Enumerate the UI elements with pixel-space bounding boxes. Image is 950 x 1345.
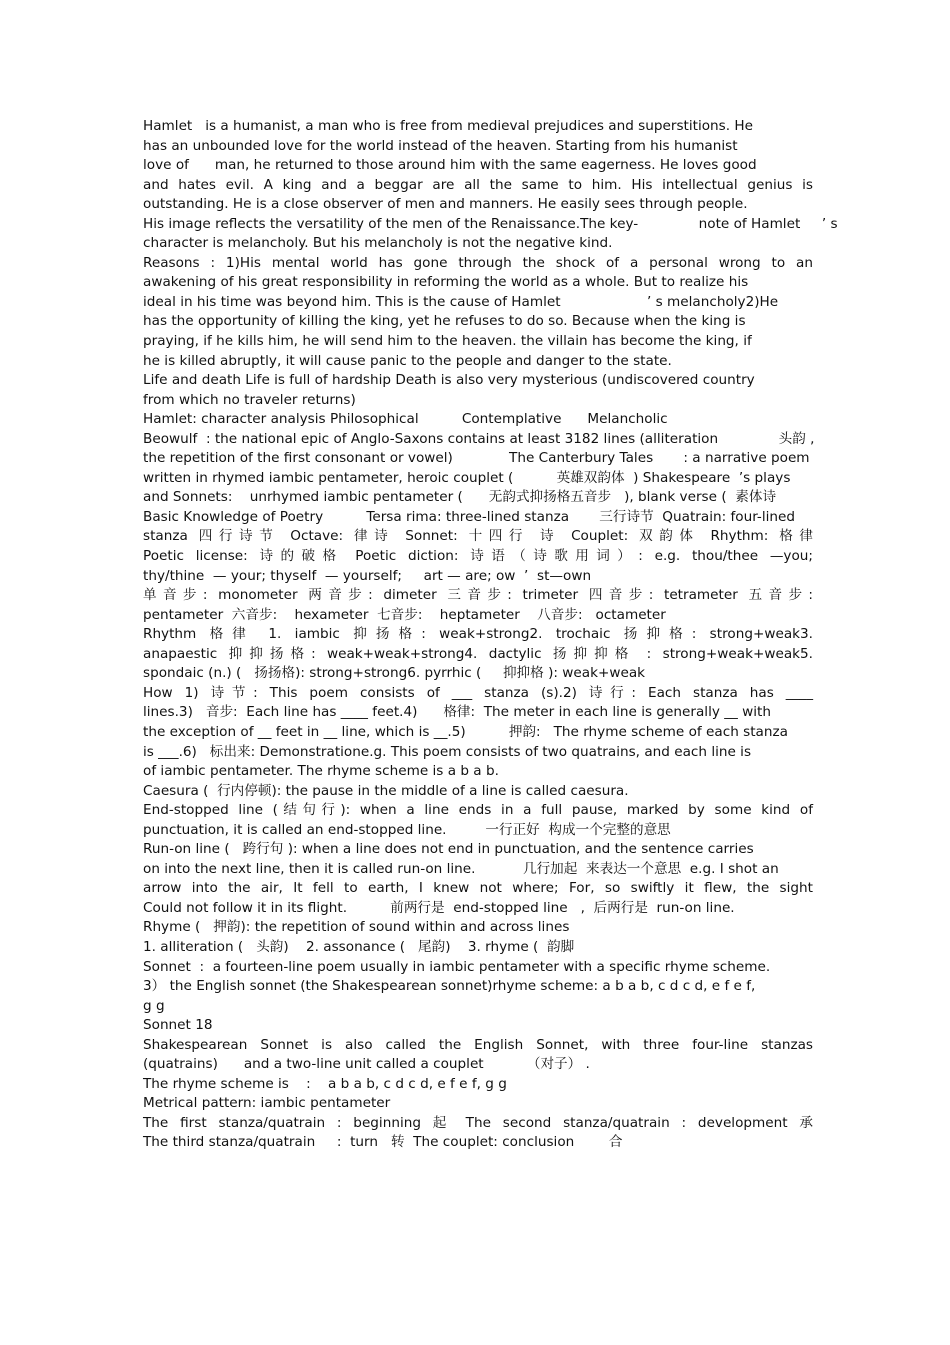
text-line: he is killed abruptly, it will cause panic to the people and danger to the state. xyxy=(143,352,672,369)
text-line: pentameter 六音步: hexameter 七音步: heptameter 八音步: octameter xyxy=(143,606,666,623)
text-line: (quatrains) and a two-line unit called a couplet （对子） . xyxy=(143,1056,590,1073)
text-line: and Sonnets: unrhymed iambic pentameter ( 无韵式抑扬格五音步 ), blank verse ( 素体诗 xyxy=(143,489,777,506)
text-line: stanza 四行诗节 Octave: 律诗 Sonnet: 十四行 诗 Couplet: 双韵体 Rhythm: 格律 xyxy=(143,528,813,545)
text-line: thy/thine — your; thyself — yourself; art — are; ow ’ st—own xyxy=(143,567,592,584)
text-line: arrow into the air, It fell to earth, I knew not where; For, so swiftly it flew, the sight xyxy=(143,880,813,897)
text-line: anapaestic 抑抑扬格: weak+weak+strong4. dactylic 扬抑抑格 : strong+weak+weak5. xyxy=(143,645,813,662)
text-line: End-stopped line (结句行): when a line ends in a full pause, marked by some kind of xyxy=(143,802,813,819)
text-line: Sonnet : a fourteen-line poem usually in iambic pentameter with a specific rhyme scheme. xyxy=(143,958,771,975)
text-line: lines.3) 音步: Each line has ____ feet.4) 格律: The meter in each line is generally __ with xyxy=(143,704,771,721)
text-line: His image reflects the versatility of the men of the Renaissance.The key- note of Hamlet ’ s xyxy=(143,215,838,232)
text-line: Shakespearean Sonnet is also called the English Sonnet, with three four-line stanzas xyxy=(143,1036,813,1053)
text-line: Hamlet: character analysis Philosophical Contemplative Melancholic xyxy=(143,411,668,428)
text-line: of iambic pentameter. The rhyme scheme is a b a b. xyxy=(143,763,499,780)
text-line: written in rhymed iambic pentameter, heroic couplet ( 英雄双韵体 ) Shakespeare ’s plays xyxy=(143,469,791,486)
text-line: Could not follow it in its flight. 前两行是 end-stopped line , 后两行是 run-on line. xyxy=(143,899,735,916)
text-line: Caesura ( 行内停顿): the pause in the middle of a line is called caesura. xyxy=(143,782,629,799)
text-line: The first stanza/quatrain : beginning 起 The second stanza/quatrain : development 承 xyxy=(143,1114,813,1131)
text-line: the repetition of the first consonant or vowel) The Canterbury Tales : a narrative poem xyxy=(143,450,810,467)
text-line: Rhyme ( 押韵): the repetition of sound within and across lines xyxy=(143,919,570,936)
text-line: Basic Knowledge of Poetry Tersa rima: three-lined stanza 三行诗节 Quatrain: four-lined xyxy=(143,508,795,525)
text-line: Sonnet 18 xyxy=(143,1017,213,1034)
text-line: love of man, he returned to those around him with the same eagerness. He loves good xyxy=(143,157,757,174)
text-line: Run-on line ( 跨行句 ): when a line does not end in punctuation, and the sentence carries xyxy=(143,841,754,858)
text-line: praying, if he kills him, he will send him to the heaven. the villain has become the king, if xyxy=(143,333,752,350)
text-line: has the opportunity of killing the king, yet he refuses to do so. Because when the king is xyxy=(143,313,746,330)
text-line: has an unbounded love for the world instead of the heaven. Starting from his humanist xyxy=(143,137,738,154)
text-line: Metrical pattern: iambic pentameter xyxy=(143,1095,391,1112)
text-line: is ___.6) 标出来: Demonstratione.g. This poem consists of two quatrains, and each line is xyxy=(143,743,752,760)
text-line: Hamlet is a humanist, a man who is free from medieval prejudices and superstitions. He xyxy=(143,118,753,134)
document-body xyxy=(143,117,838,1153)
text-line: g g xyxy=(143,997,165,1014)
text-line: on into the next line, then it is called run-on line. 几行加起 来表达一个意思 e.g. I shot an xyxy=(143,860,779,877)
text-line: character is melancholy. But his melancholy is not the negative kind. xyxy=(143,235,613,252)
text-line: Poetic license: 诗的破格 Poetic diction: 诗语（诗歌用词）: e.g. thou/thee —you; xyxy=(143,548,813,565)
text-line: 3） the English sonnet (the Shakespearean sonnet)rhyme scheme: a b a b, c d c d, e f e f, xyxy=(143,978,756,995)
text-line: awakening of his great responsibility in reforming the world as a whole. But to realize his xyxy=(143,274,749,291)
text-line: How 1) 诗节: This poem consists of ___ stanza (s).2) 诗行: Each stanza has ____ xyxy=(143,684,813,701)
text-line: Beowulf : the national epic of Anglo-Saxons contains at least 3182 lines (alliteration 头韵 , xyxy=(143,430,815,447)
text-line: Rhythm 格律 1. iambic 抑扬格: weak+strong2. trochaic 扬抑格: strong+weak3. xyxy=(143,626,813,643)
text-line: 单音步: monometer 两音步: dimeter 三音步: trimeter 四音步: tetrameter 五音步: xyxy=(143,587,813,604)
text-line: from which no traveler returns) xyxy=(143,391,356,408)
text-line: and hates evil. A king and a beggar are all the same to him. His intellectual genius is xyxy=(143,176,813,193)
text-line: Life and death Life is full of hardship Death is also very mysterious (undiscovered country xyxy=(143,372,755,389)
text-line: 1. alliteration ( 头韵) 2. assonance ( 尾韵) 3. rhyme ( 韵脚 xyxy=(143,938,575,955)
text-line: spondaic (n.) ( 扬扬格): strong+strong6. pyrrhic ( 抑抑格 ): weak+weak xyxy=(143,665,646,682)
text-line: ideal in his time was beyond him. This is the cause of Hamlet ’ s melancholy2)He xyxy=(143,293,779,310)
text-line: Reasons : 1)His mental world has gone through the shock of a personal wrong to an xyxy=(143,254,813,271)
text-line: The rhyme scheme is : a b a b, c d c d, e f e f, g g xyxy=(143,1075,507,1092)
text-line: punctuation, it is called an end-stopped line. 一行正好 构成一个完整的意思 xyxy=(143,821,671,838)
text-line: the exception of __ feet in __ line, which is __.5) 押韵: The rhyme scheme of each stanza xyxy=(143,723,788,740)
text-line: The third stanza/quatrain : turn 转 The couplet: conclusion 合 xyxy=(143,1134,623,1151)
text-line: outstanding. He is a close observer of men and manners. He easily sees through people. xyxy=(143,196,748,213)
